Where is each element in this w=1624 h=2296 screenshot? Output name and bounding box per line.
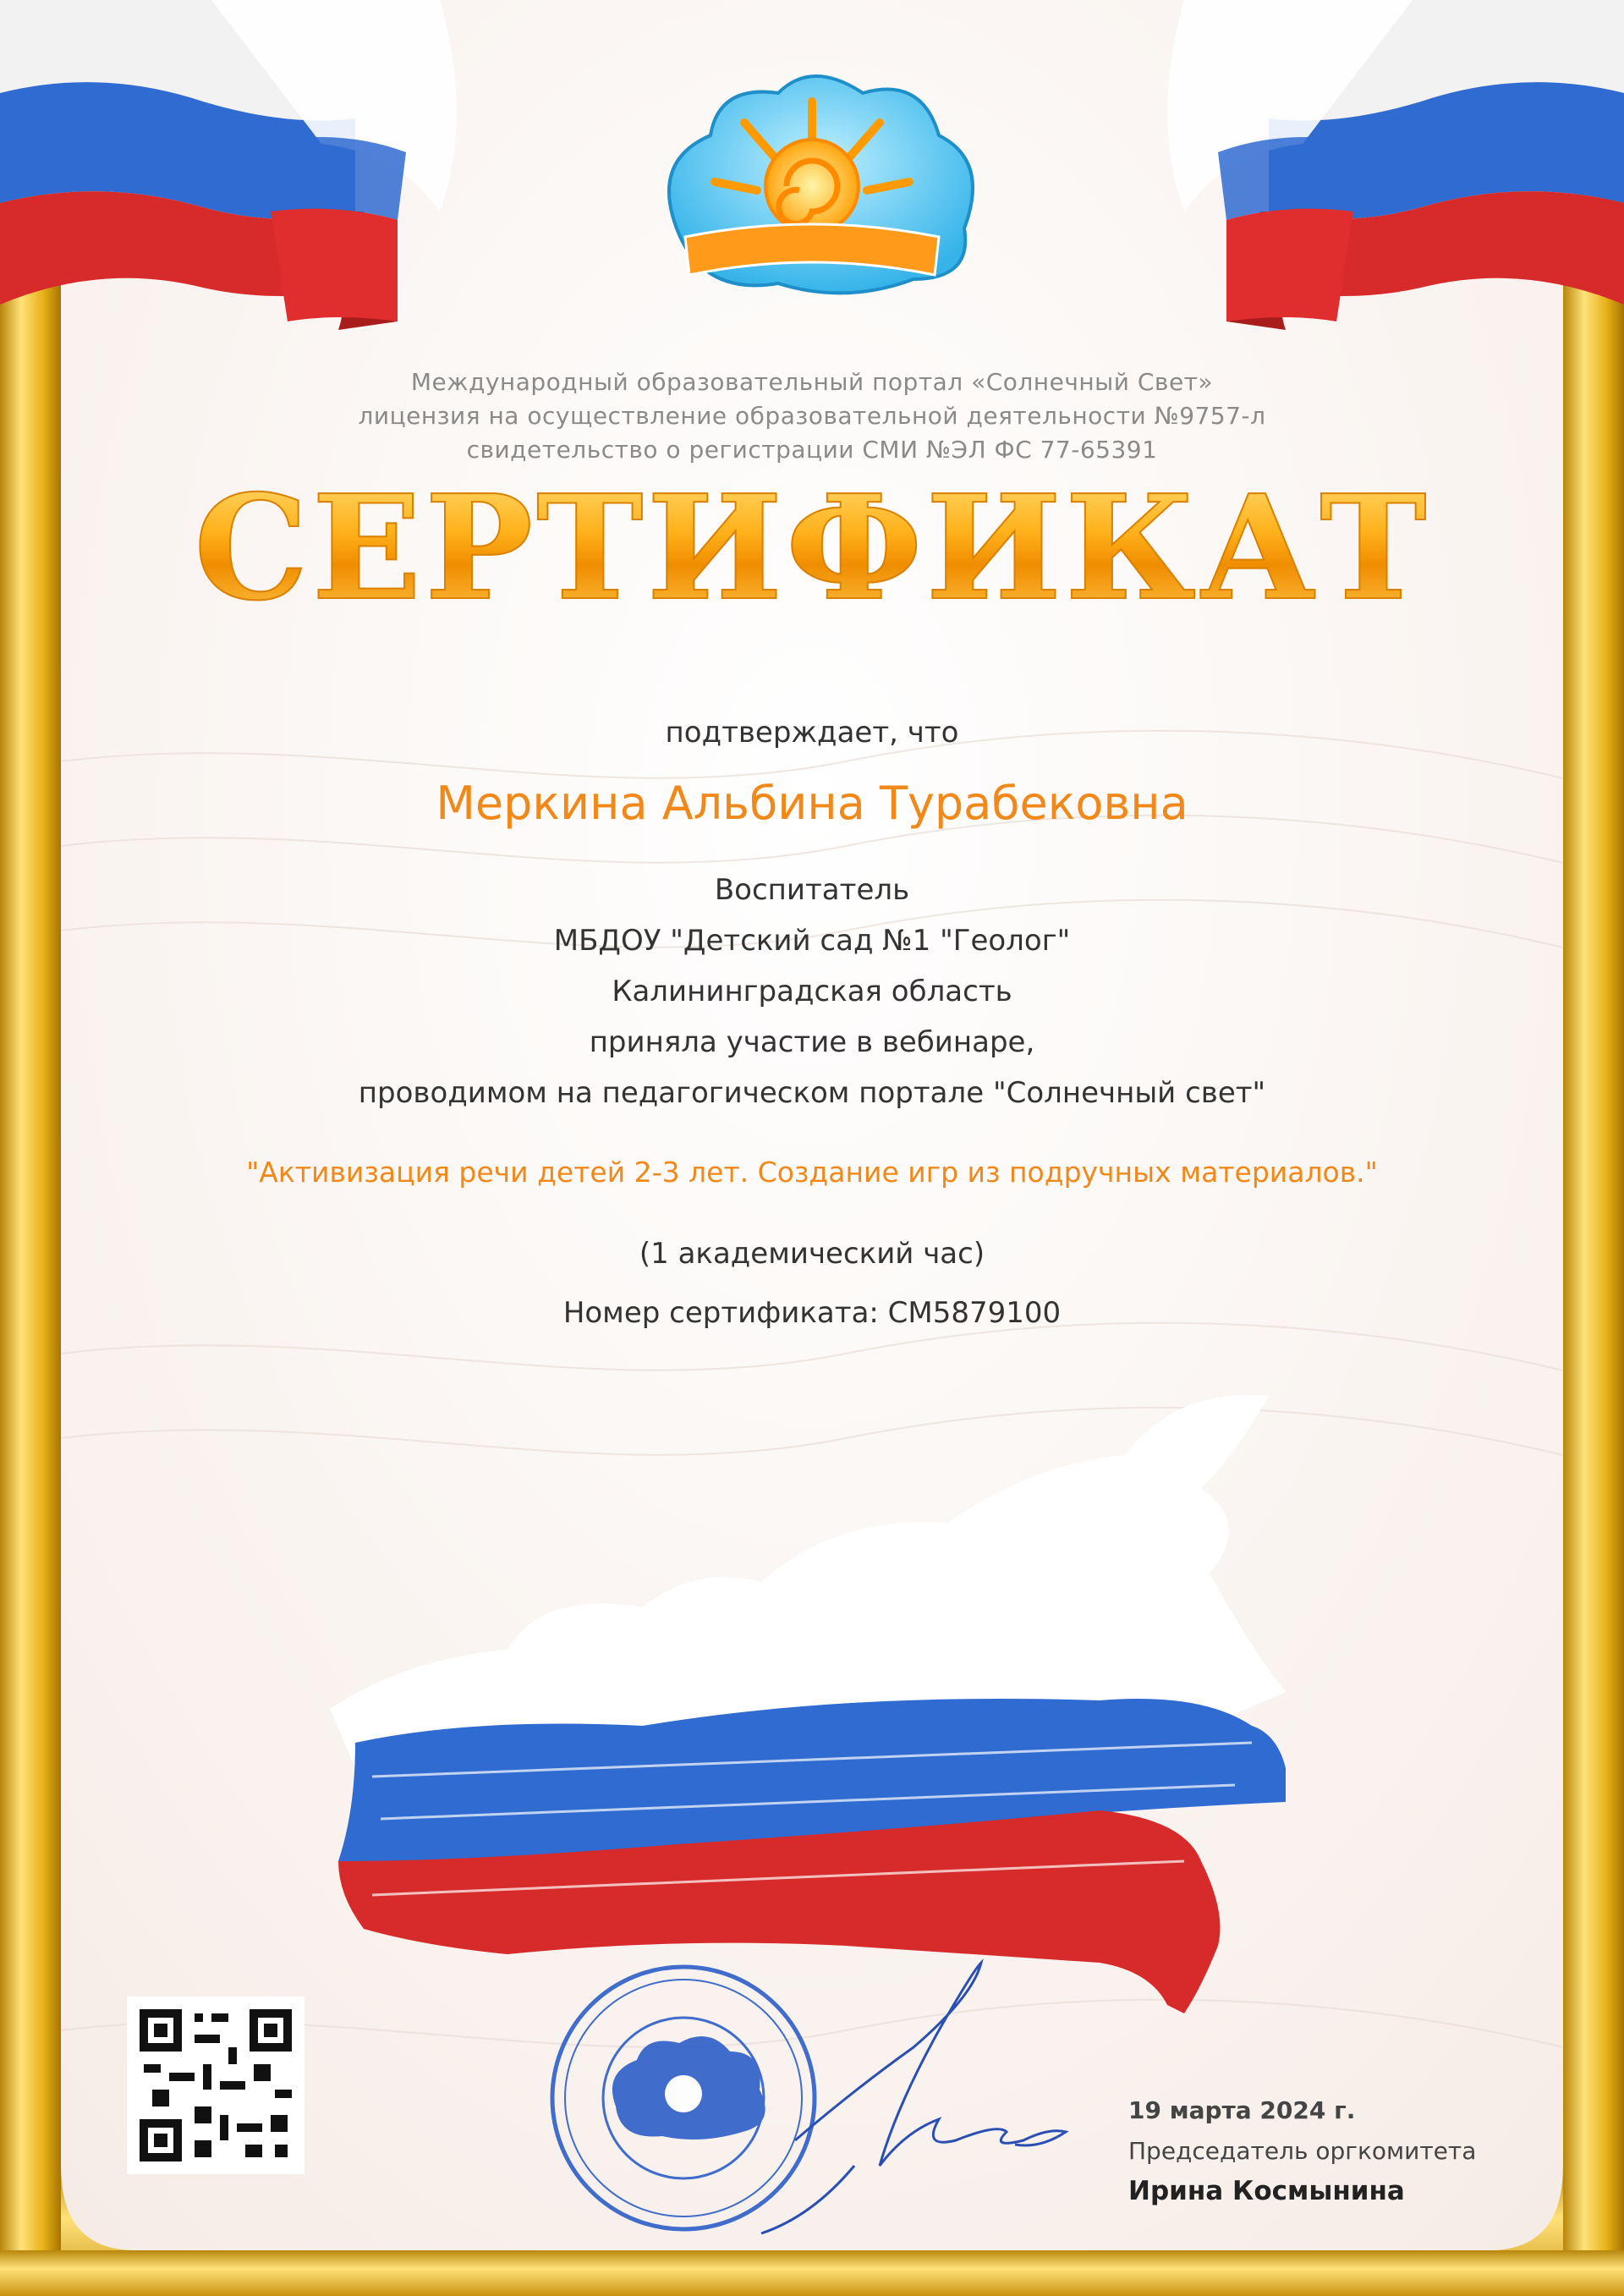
recipient-name: Меркина Альбина Турабековна — [436, 777, 1188, 830]
signer-role: Председатель оргкомитета — [1128, 2137, 1477, 2165]
confirms-text: подтверждает, что — [665, 716, 959, 750]
registration-line: свидетельство о регистрации СМИ №ЭЛ ФС 77-65391 — [466, 436, 1158, 464]
certificate-number: Номер сертификата: СМ5879100 — [562, 1296, 1062, 1330]
portal-name-line: Международный образовательный портал «Солнечный Свет» — [410, 368, 1214, 396]
academic-hours: (1 академический час) — [639, 1237, 985, 1271]
qr-code-graphic — [127, 1997, 304, 2174]
left-flag-ribbon — [0, 0, 457, 330]
certificate-title: СЕРТИФИКАТ — [0, 464, 1624, 633]
recipient-position: Воспитатель — [714, 873, 910, 907]
participation-line-2: проводимом на педагогическом портале "Солнечный свет" — [358, 1076, 1266, 1110]
recipient-organization: МБДОУ "Детский сад №1 "Геолог" — [553, 924, 1071, 958]
participation-line-1: приняла участие в вебинаре, — [589, 1025, 1035, 1059]
signer-name: Ирина Космынина — [1128, 2176, 1405, 2206]
webinar-title: "Активизация речи детей 2-3 лет. Создание игр из подручных материалов." — [246, 1156, 1378, 1189]
right-flag-ribbon — [1167, 0, 1624, 330]
recipient-region: Калининградская область — [612, 975, 1012, 1008]
issue-date: 19 марта 2024 г. — [1128, 2096, 1356, 2124]
license-line: лицензия на осуществление образовательной деятельности №9757-л — [358, 402, 1266, 430]
